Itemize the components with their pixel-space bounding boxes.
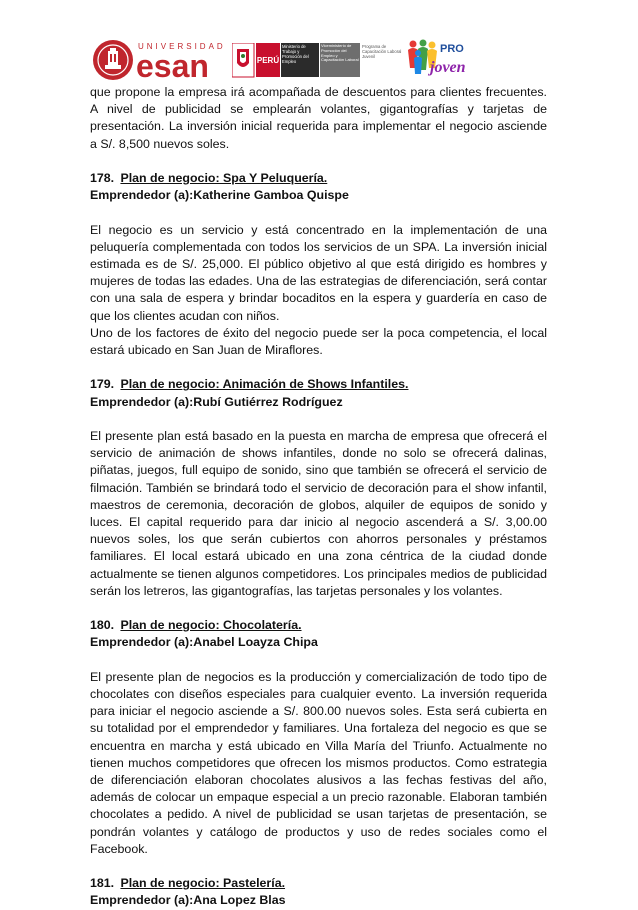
esan-logo <box>92 38 232 82</box>
plan-owner: Emprendedor (a):Anabel Loayza Chipa <box>90 635 318 650</box>
plan-owner: Emprendedor (a):Ana Lopez Blas <box>90 893 286 908</box>
plan-owner: Emprendedor (a):Rubí Gutiérrez Rodríguez <box>90 394 343 409</box>
plan-paragraph: Uno de los factores de éxito del negocio puede ser la poca competencia, el local estará ubicado en San Juan de Miraflores. <box>90 325 547 358</box>
plan-180 <box>90 617 547 858</box>
plan-181 <box>90 875 547 909</box>
document-body <box>90 84 547 910</box>
program-label: Programa de Capacitación Laboral Juvenil <box>362 44 402 59</box>
plan-paragraph: El negocio es un servicio y está concentrado en la implementación de una peluquería complementada con todos los servicios de un SPA. La inversión inicial estimada es de S/. 25,000. El público objetivo al que está dirigido es hombres y mujeres de todas las edades. Una de las estrategias de diferenciación, será contar con una sala de espera y brindar bocaditos en la espera y guardería en caso de que los clientes acudan con niños. <box>90 222 547 323</box>
plan-heading <box>90 875 547 892</box>
plan-number: 180. <box>90 618 115 633</box>
projoven-joven-label: joven <box>430 59 466 76</box>
page-header <box>0 0 638 90</box>
plan-owner: Emprendedor (a):Katherine Gamboa Quispe <box>90 188 349 203</box>
plan-number: 179. <box>90 377 115 392</box>
peru-ministry-logo <box>232 43 362 79</box>
intro-paragraph: que propone la empresa irá acompañada de descuentos para clientes frecuentes. A nivel de publicidad se emplearán volantes, gigantografías y tarjetas de presentación. La inversión inicial requerida para implementar el negocio asciende a S/. 8,500 nuevos soles. <box>90 85 547 151</box>
projoven-logo <box>404 38 468 82</box>
plan-title: Plan de negocio: Pastelería. <box>120 876 286 891</box>
plan-179 <box>90 376 547 600</box>
vice-ministry-label: Viceministerio de Promoción del Empleo y Capacitación Laboral <box>321 44 359 63</box>
plan-heading <box>90 617 547 634</box>
peru-label: PERÚ <box>256 56 280 65</box>
ministry-label: Ministerio de Trabajo y Promoción del Empleo <box>282 44 309 64</box>
esan-university-label: UNIVERSIDAD <box>138 42 226 51</box>
plan-number: 178. <box>90 171 115 185</box>
plan-heading <box>90 170 547 187</box>
plan-title: Plan de negocio: Animación de Shows Infantiles. <box>120 377 409 392</box>
plan-title: Plan de negocio: Spa Y Peluquería. <box>120 171 328 185</box>
plan-paragraph: El presente plan de negocios es la producción y comercialización de todo tipo de chocolates con diseños especiales para cualquier evento. La inversión requerida para iniciar el negocio asciende a S/. 800.00 nuevos soles. Esta será cubierta en su totalidad por el emprendedor y familiares. Una fortaleza del negocio es que se encuentra en marcha y está ubicado en Villa María del Triunfo. Actualmente no tienen muchos competidores que ofrecen los mismos productos. Como estrategia de diferenciación elaboran chocolates alusivos a las fechas festivas del año, además de colocar un empaque especial a un precio razonable. Elaboran también chocolates a pedido. A nivel de publicidad se usan tarjetas de presentación, se pondrán volantes y catálogo de productos y uso de redes sociales como el Facebook. <box>90 669 547 856</box>
esan-wordmark: esan <box>136 48 209 82</box>
projoven-pro-label: PRO <box>440 43 464 55</box>
plan-number: 181. <box>90 876 115 891</box>
plan-178 <box>90 170 547 359</box>
coat-of-arms-icon <box>237 49 249 67</box>
plan-heading <box>90 376 547 393</box>
plan-paragraph: El presente plan está basado en la puesta en marcha de empresa que ofrecerá el servicio de animación de shows infantiles, donde no solo se ofrecerá dalinas, piñatas, juegos, full equipo de sonido, sino que también se ofrecerá el servicio de filmación. También se brindará todo el servicio de decoración para el show infantil, maestros de ceremonia, decoración de globos, alquiler de equipos de sonido y luces. El capital requerido para dar inicio al negocio ascenderá a S/. 3,00.00 nuevos soles, los que serán cubiertos con ahorros personales y préstamos familiares. El local estará ubicado en una zona céntrica de la ciudad donde actualmente se tienen algunos competidores. Los principales medios de publicidad serán los letreros, las gigantografías, las tarjetas personales y los volantes. <box>90 429 547 598</box>
plan-title: Plan de negocio: Chocolatería. <box>120 618 302 633</box>
